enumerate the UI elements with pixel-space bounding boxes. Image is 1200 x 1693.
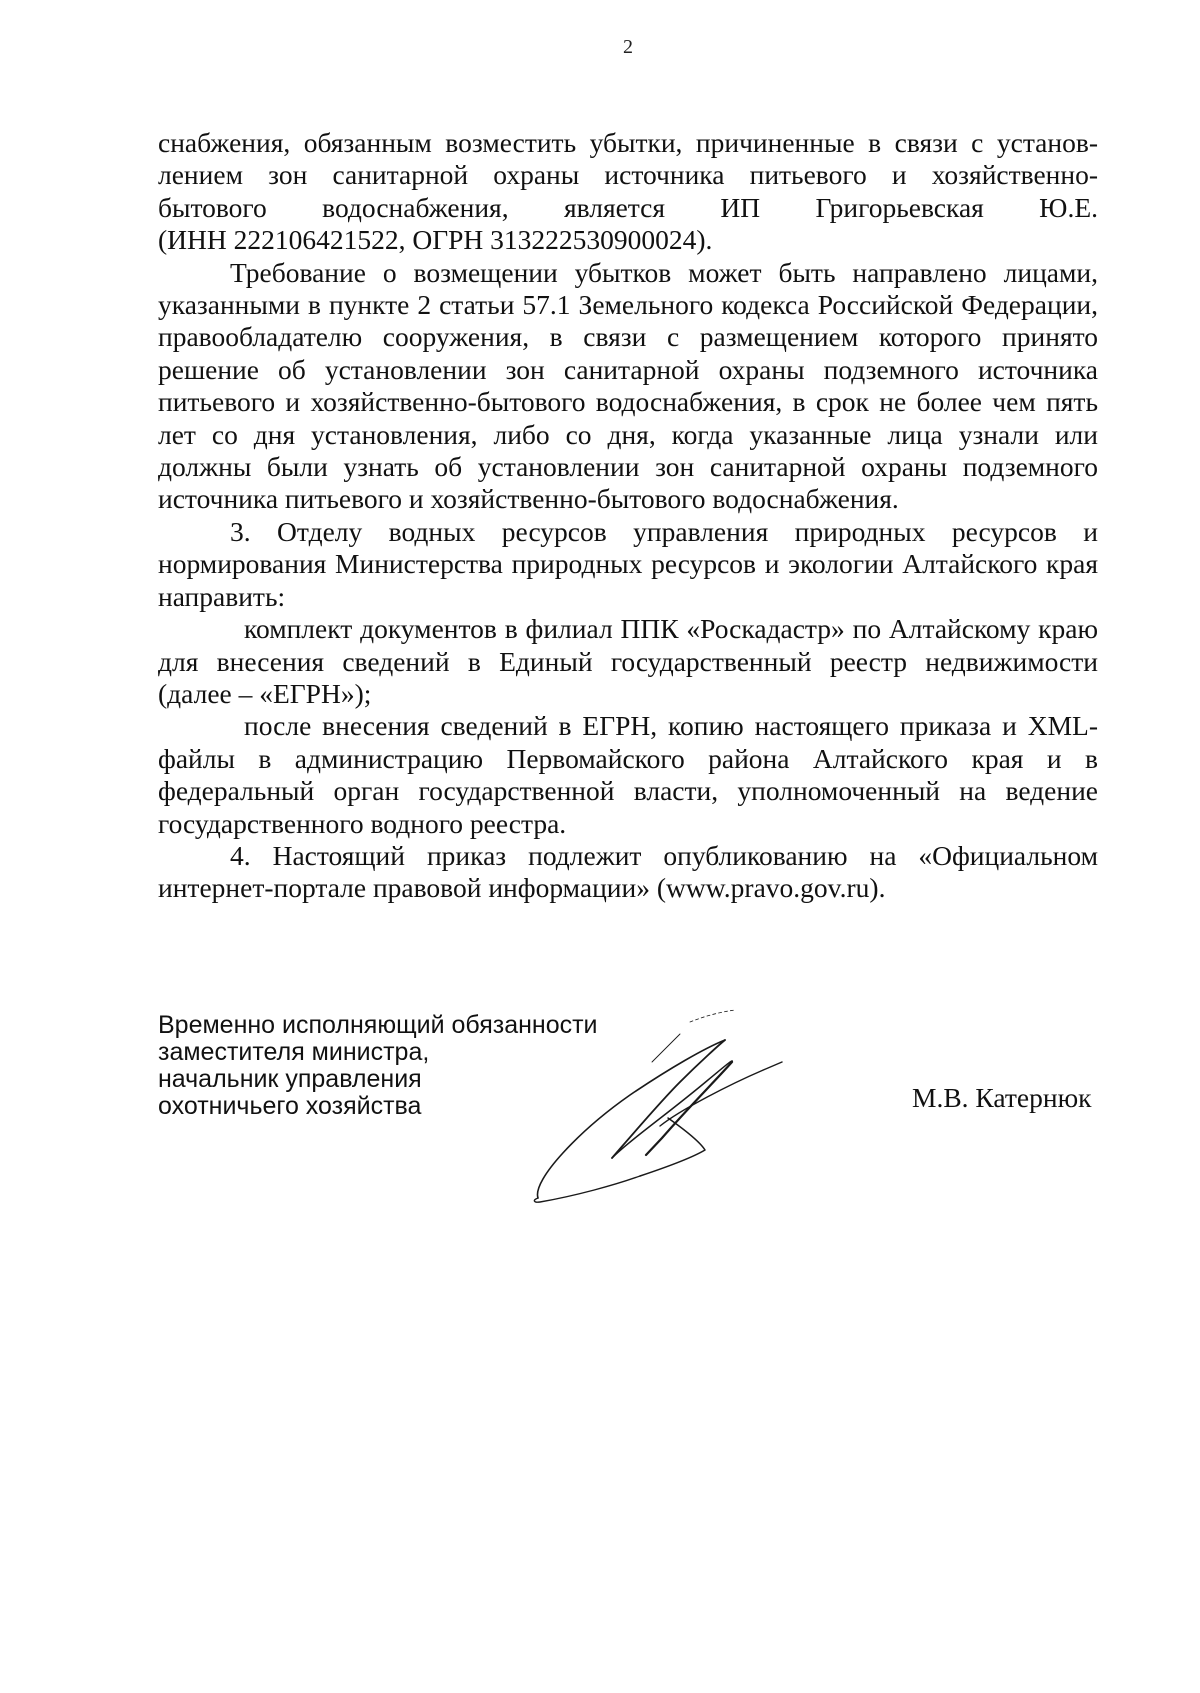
document-body	[158, 127, 1098, 905]
position-line: Временно исполняющий обязанности	[158, 1011, 598, 1039]
text-line: снабжения, обязанным возместить убытки, причиненные в связи с установ-	[158, 127, 1098, 158]
position-line: начальник управления	[158, 1065, 422, 1093]
paragraph-item-3-documents: комплект документов в филиал ППК «Роскадастр» по Алтайскому краю для внесения сведений в Единый государственный реестр недвижимости (далее – «ЕГРН»);	[158, 613, 1098, 709]
paragraph-item-3-after-egrn: после внесения сведений в ЕГРН, копию настоящего приказа и XML-файлы в администрацию Первомайского района Алтайского края и в федеральный орган государственной власти, уполномоченный на ведение государственного водного реестра.	[158, 710, 1098, 839]
paragraph-item-4: 4. Настоящий приказ подлежит опубликованию на «Официальном интернет-портале правовой информации» (www.pravo.gov.ru).	[158, 839, 1098, 904]
text-line: бытового водоснабжения, является ИП Григорьевская Ю.Е.	[158, 191, 1098, 223]
paragraph-continuation	[158, 127, 1098, 257]
page-number: 2	[623, 36, 633, 58]
signer-name: М.В. Катернюк	[912, 1082, 1092, 1113]
position-line: заместителя министра,	[158, 1038, 430, 1066]
text-line: (ИНН 222106421522, ОГРН 313222530900024).	[158, 224, 713, 256]
text-line: лением зон санитарной охраны источника питьевого и хозяйственно-	[158, 159, 1098, 191]
position-line: охотничьего хозяйства	[158, 1092, 422, 1120]
paragraph-item-3: 3. Отделу водных ресурсов управления природных ресурсов и нормирования Министерства природных ресурсов и экологии Алтайского края направить:	[158, 515, 1098, 612]
handwritten-signature	[520, 1000, 830, 1210]
paragraph-damages-claim: Требование о возмещении убытков может быть направлено лицами, указанными в пункте 2 статьи 57.1 Земельного кодекса Российской Федерации, правообладателю сооружения, в связи с размещением которого принято решение об установлении зон санитарной охраны подземного источника питьевого и хозяйственно-бытового водоснабжения, в срок не более чем пять лет со дня установления, либо со дня, когда указанные лица узнали или должны были узнать об установлении зон санитарной охраны подземного источника питьевого и хозяйственно-бытового водоснабжения.	[158, 256, 1098, 515]
